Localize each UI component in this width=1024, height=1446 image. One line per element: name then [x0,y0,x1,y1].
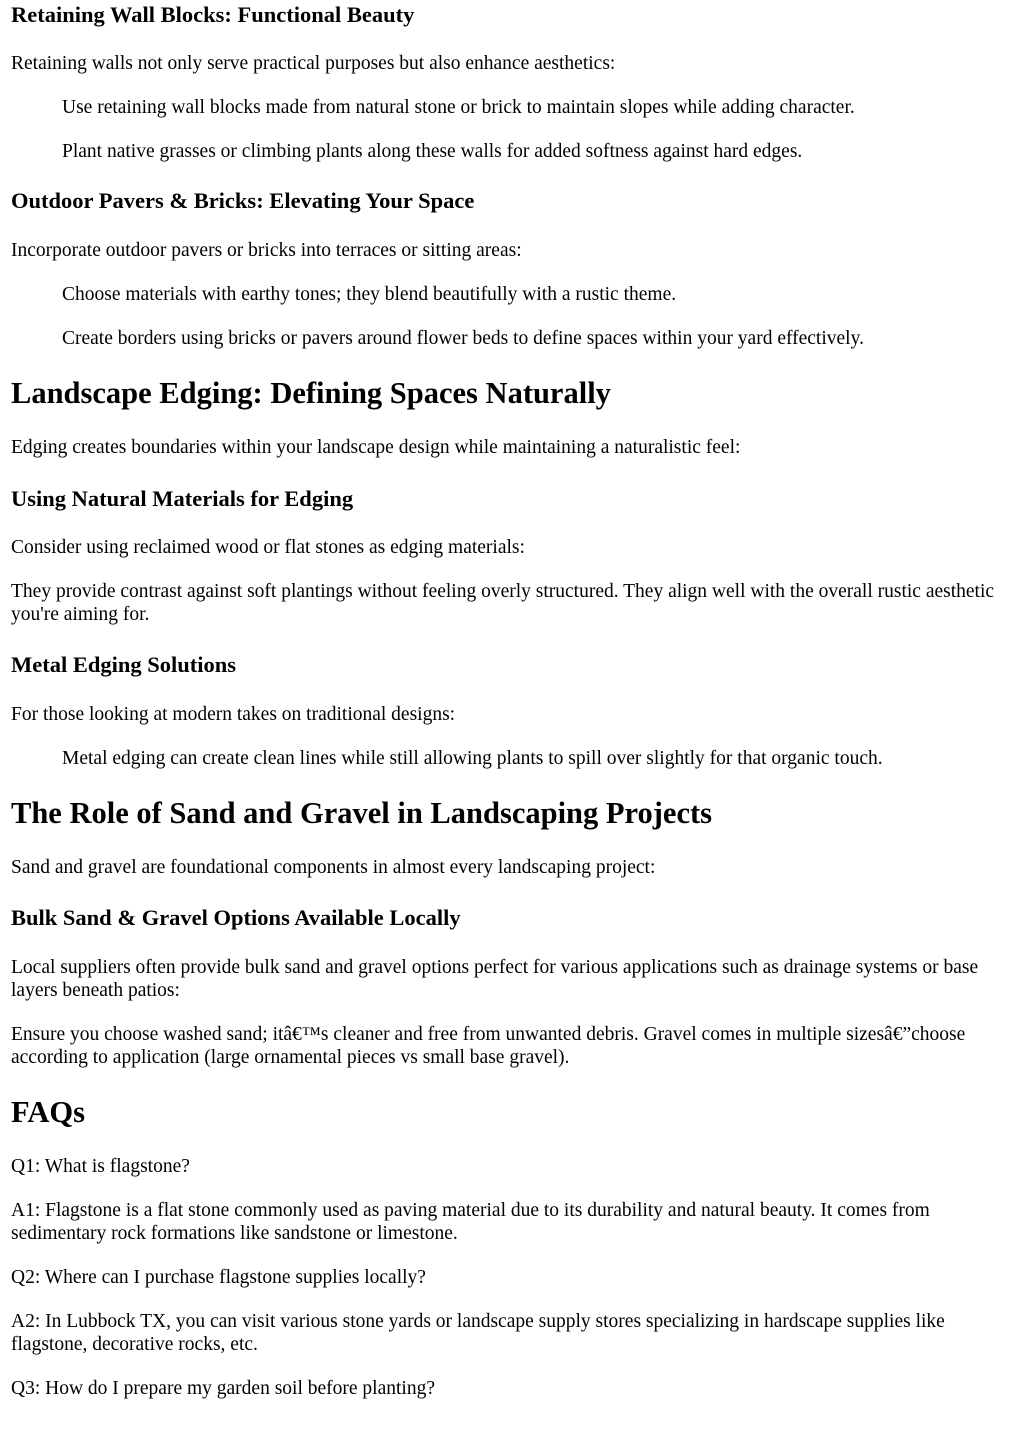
faq-question: Q1: What is flagstone? [11,1156,190,1177]
bulk-sand-body: Ensure you choose washed sand; itâ€™s cleaner and free from unwanted debris. Gravel comes in multiple sizesâ€”choose according to application (large ornamental pieces vs small base gravel). [11,1024,966,1068]
retaining-wall-item: Plant native grasses or climbing plants along these walls for added softness against hard edges. [62,141,803,162]
faq-answer: A1: Flagstone is a flat stone commonly used as paving material due to its durability and natural beauty. It comes from sedimentary rock formations like sandstone or limestone. [11,1200,930,1244]
faq-question: Q2: Where can I purchase flagstone supplies locally? [11,1267,426,1288]
outdoor-pavers-item: Create borders using bricks or pavers around flower beds to define spaces within your yard effectively. [62,328,864,349]
retaining-wall-item: Use retaining wall blocks made from natural stone or brick to maintain slopes while adding character. [62,97,855,118]
outdoor-pavers-heading: Outdoor Pavers & Bricks: Elevating Your Space [11,188,475,213]
natural-edging-intro: Consider using reclaimed wood or flat stones as edging materials: [11,537,525,558]
metal-edging-heading: Metal Edging Solutions [11,652,237,677]
sand-gravel-heading: The Role of Sand and Gravel in Landscaping Projects [11,796,713,830]
metal-edging-item: Metal edging can create clean lines while still allowing plants to spill over slightly for that organic touch. [62,748,883,769]
natural-edging-body: They provide contrast against soft plantings without feeling overly structured. They align well with the overall rustic aesthetic you're aiming for. [11,581,995,625]
bulk-sand-intro: Local suppliers often provide bulk sand and gravel options perfect for various applications such as drainage systems or base layers beneath patios: [11,957,979,1001]
bulk-sand-heading: Bulk Sand & Gravel Options Available Locally [11,905,461,930]
faq-question: Q3: How do I prepare my garden soil before planting? [11,1378,435,1399]
retaining-wall-intro: Retaining walls not only serve practical purposes but also enhance aesthetics: [11,53,616,74]
natural-edging-heading: Using Natural Materials for Edging [11,486,354,511]
outdoor-pavers-item: Choose materials with earthy tones; they blend beautifully with a rustic theme. [62,284,677,305]
landscape-edging-heading: Landscape Edging: Defining Spaces Naturally [11,376,611,410]
faqs-heading: FAQs [11,1095,85,1129]
faq-answer: A2: In Lubbock TX, you can visit various stone yards or landscape supply stores specializing in hardscape supplies like flagstone, decorative rocks, etc. [11,1311,945,1355]
sand-gravel-intro: Sand and gravel are foundational components in almost every landscaping project: [11,857,656,878]
retaining-wall-heading: Retaining Wall Blocks: Functional Beauty [11,2,415,27]
landscape-edging-intro: Edging creates boundaries within your landscape design while maintaining a naturalistic feel: [11,437,741,458]
metal-edging-intro: For those looking at modern takes on traditional designs: [11,704,456,725]
outdoor-pavers-intro: Incorporate outdoor pavers or bricks into terraces or sitting areas: [11,240,522,261]
